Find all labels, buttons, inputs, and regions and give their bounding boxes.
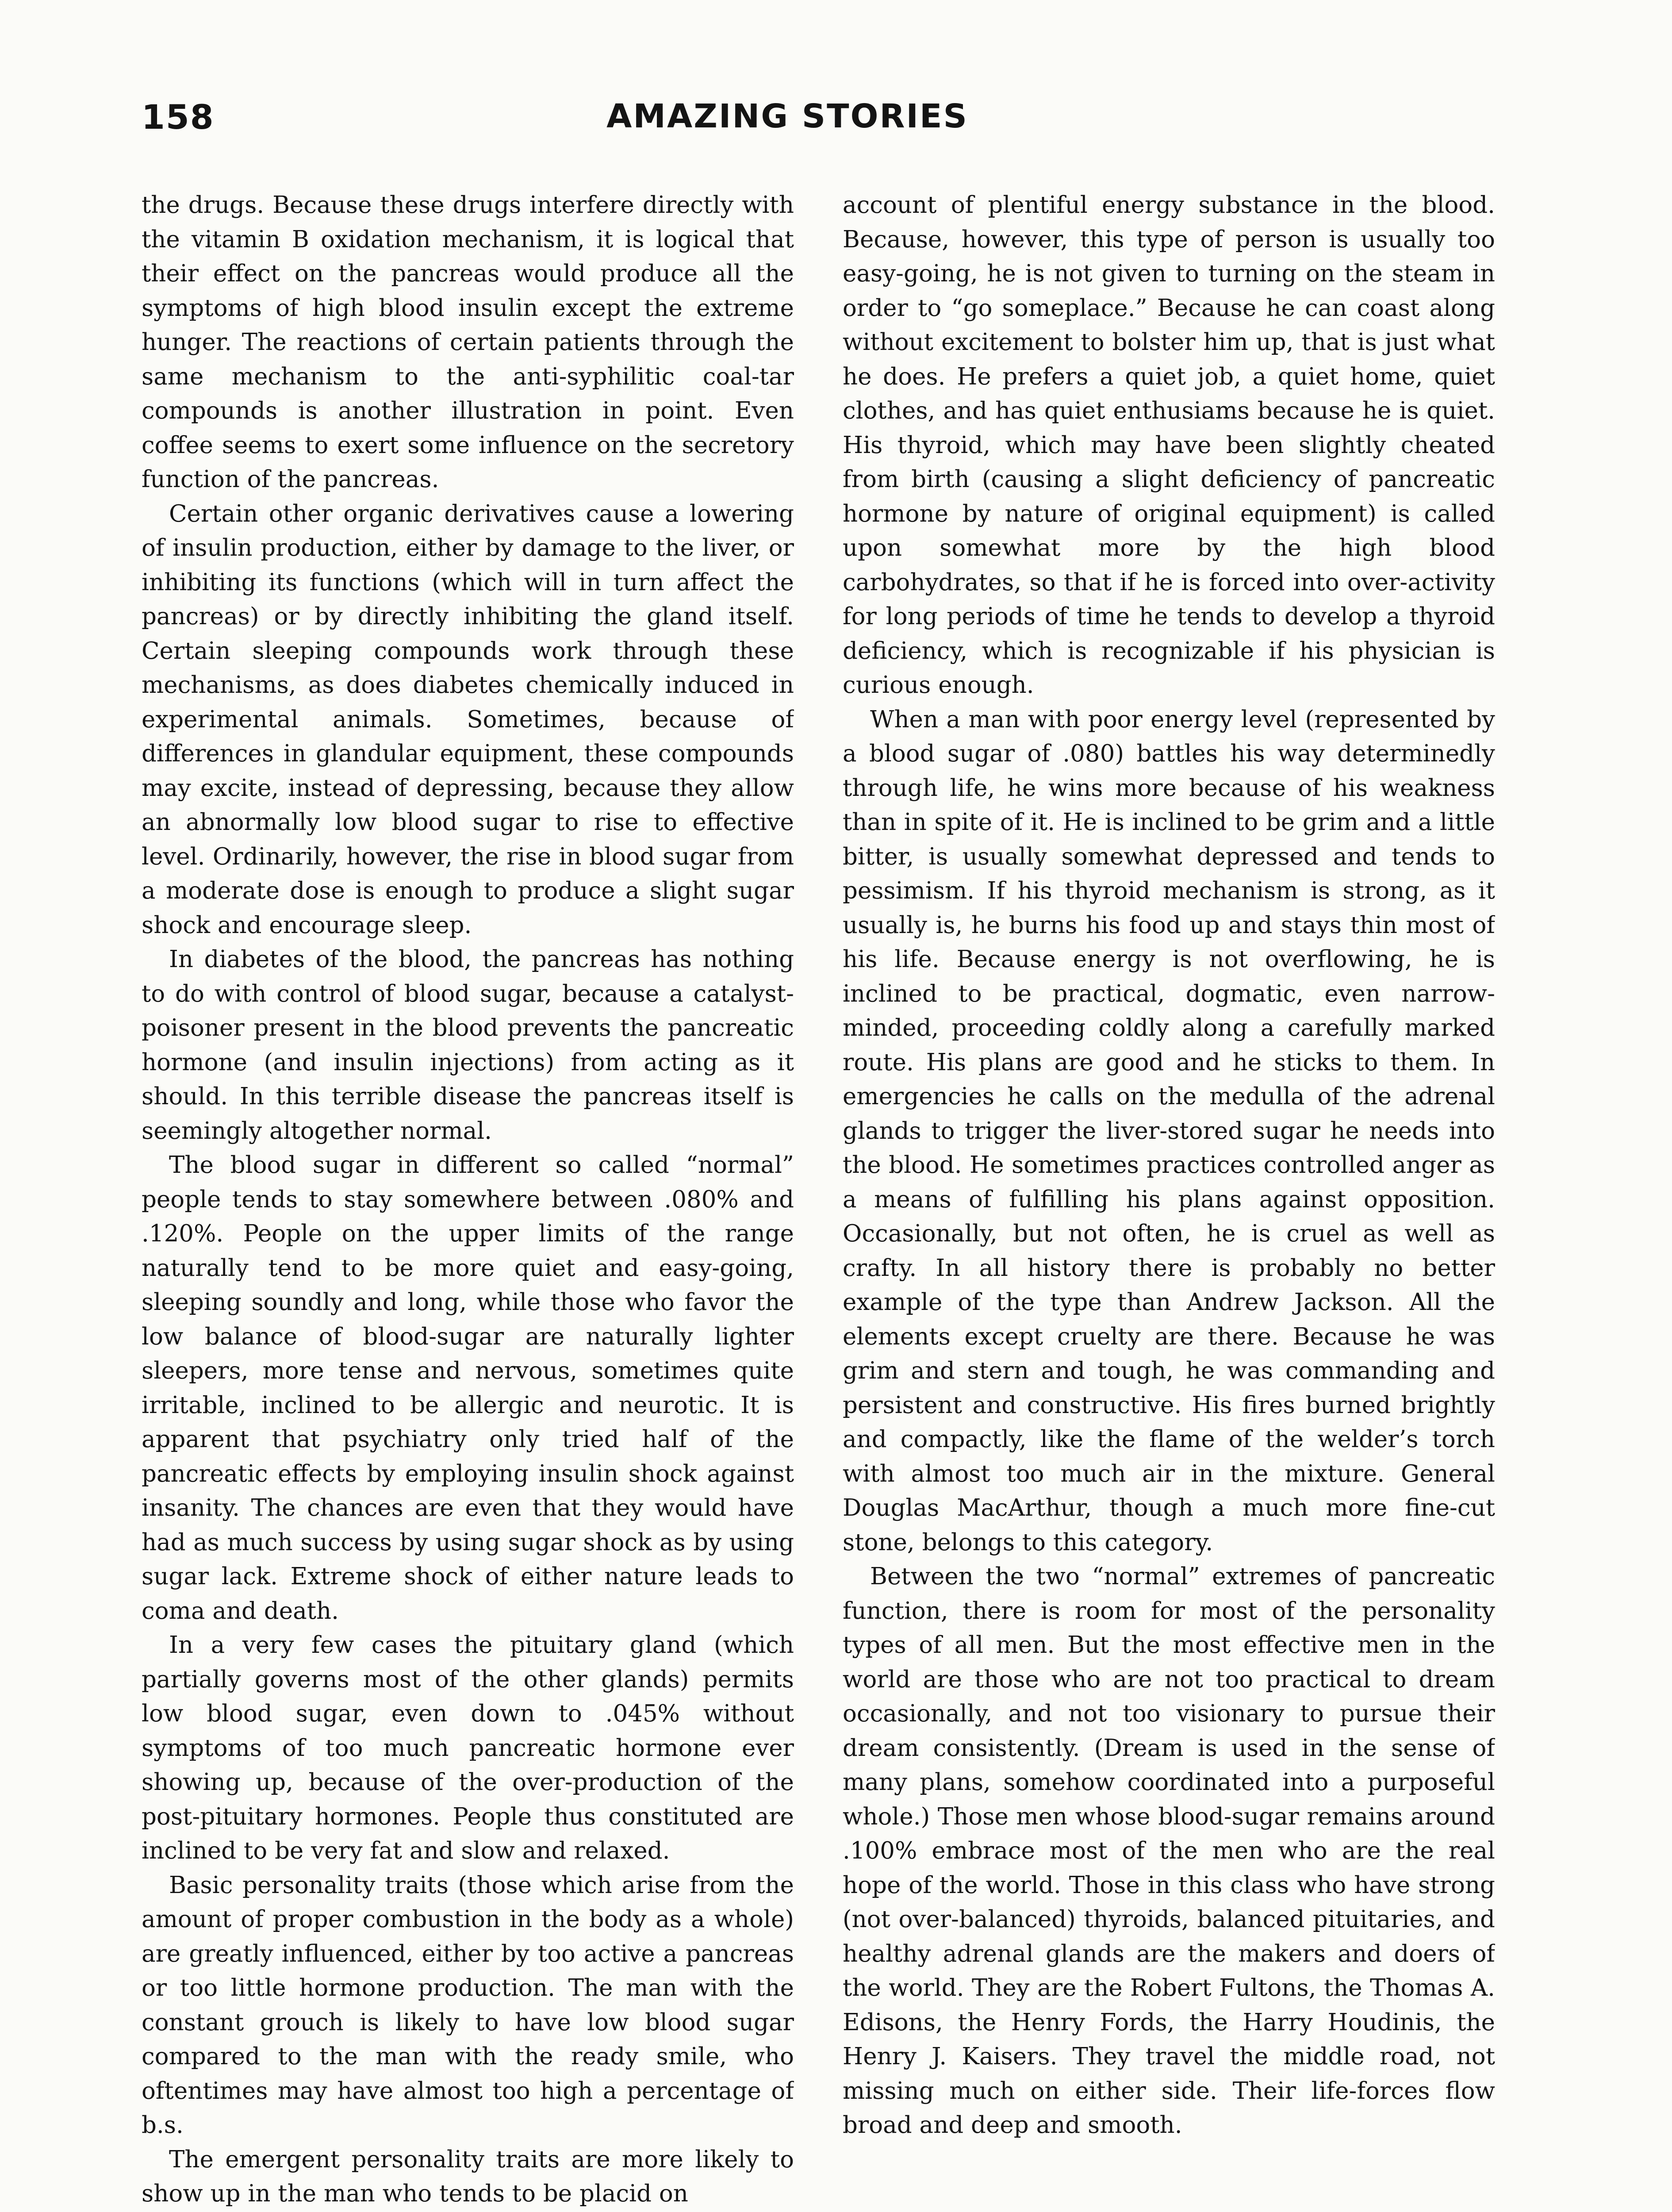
body-paragraph: In a very few cases the pituitary gland (which partially governs most of the other glands) permits low blood sugar, even down to .045% without symptoms of too much pancreatic hormone ever showing up, because of the over-production of the post-pituitary hormones. People thus constituted are inclined to be very fat and slow and relaxed. [142, 1632, 794, 1864]
body-paragraph: When a man with poor energy level (represented by a blood sugar of .080) battles his way determinedly through life, he wins more because of his weakness than in spite of it. He is inclined to be grim and a little bitter, is usually somewhat depressed and tends to pessimism. If his thyroid mechanism is strong, as it usually is, he burns his food up and stays thin most of his life. Because energy is not overflowing, he is inclined to be practical, dogmatic, even narrow-minded, proceeding coldly along a carefully marked route. His plans are good and he sticks to them. In emergencies he calls on the medulla of the adrenal glands to trigger the liver-stored sugar he needs into the blood. He sometimes practices controlled anger as a means of fulfilling his plans against opposition. Occasionally, but not often, he is cruel as well as crafty. In all history there is probably no better example of the type than Andrew Jackson. All the elements except cruelty are there. Because he was grim and stern and tough, he was commanding and persistent and constructive. His fires burned brightly and compactly, like the flame of the welder’s torch with almost too much air in the mixture. General Douglas MacArthur, though a much more fine-cut stone, belongs to this category. [843, 706, 1495, 1556]
body-paragraph: The emergent personality traits are more likely to show up in the man who tends to be placid on [142, 2146, 794, 2207]
body-paragraph: Between the two “normal” extremes of pancreatic function, there is room for most of the personality types of all men. But the most effective men in the world are those who are not too practical to dream occasionally, and not too visionary to pursue their dream consistently. (Dream is used in the sense of many plans, somehow coordinated into a purposeful whole.) Those men whose blood-sugar remains around .100% embrace most of the men who are the real hope of the world. Those in this class who have strong (not over-balanced) thyroids, balanced pituitaries, and healthy adrenal glands are the makers and doers of the world. They are the Robert Fultons, the Thomas A. Edisons, the Henry Fords, the Harry Houdinis, the Henry J. Kaisers. They travel the middle road, not missing much on either side. Their life-forces flow broad and deep and smooth. [843, 1563, 1495, 2139]
page-number: 158 [142, 97, 215, 137]
right-column [843, 188, 1495, 2212]
left-column [142, 188, 794, 2212]
page-header [142, 88, 1433, 155]
running-title: AMAZING STORIES [606, 97, 968, 135]
body-paragraph: In diabetes of the blood, the pancreas has nothing to do with control of blood sugar, because a catalyst-poisoner present in the blood prevents the pancreatic hormone (and insulin injections) from acting as it should. In this terrible disease the pancreas itself is seemingly altogether normal. [142, 946, 794, 1144]
body-paragraph: account of plentiful energy substance in the blood. Because, however, this type of person is usually too easy-going, he is not given to turning on the steam in order to “go someplace.” Because he can coast along without excitement to bolster him up, that is just what he does. He prefers a quiet job, a quiet home, quiet clothes, and has quiet enthusiams because he is quiet. His thyroid, which may have been slightly cheated from birth (causing a slight deficiency of pancreatic hormone by nature of original equipment) is called upon somewhat more by the high blood carbohydrates, so that if he is forced into over-activity for long periods of time he tends to develop a thyroid deficiency, which is recognizable if his physician is curious enough. [843, 192, 1495, 699]
body-paragraph: Basic personality traits (those which arise from the amount of proper combustion in the body as a whole) are greatly influenced, either by too active a pancreas or too little hormone production. The man with the constant grouch is likely to have low blood sugar compared to the man with the ready smile, who oftentimes may have almost too high a percentage of b.s. [142, 1871, 794, 2139]
body-paragraph: the drugs. Because these drugs interfere directly with the vitamin B oxidation mechanism, it is logical that their effect on the pancreas would produce all the symptoms of high blood insulin except the extreme hunger. The reactions of certain patients through the same mechanism to the anti-syphilitic coal-tar compounds is another illustration in point. Even coffee seems to exert some influence on the secretory function of the pancreas. [142, 192, 794, 493]
body-paragraph: The blood sugar in different so called “normal” people tends to stay somewhere between .080% and .120%. People on the upper limits of the range naturally tend to be more quiet and easy-going, sleeping soundly and long, while those who favor the low balance of blood-sugar are naturally lighter sleepers, more tense and nervous, sometimes quite irritable, inclined to be allergic and neurotic. It is apparent that psychiatry only tried half of the pancreatic effects by employing insulin shock against insanity. The chances are even that they would have had as much success by using sugar shock as by using sugar lack. Extreme shock of either nature leads to coma and death. [142, 1152, 794, 1624]
body-paragraph: Certain other organic derivatives cause a lowering of insulin production, either by damage to the liver, or inhibiting its functions (which will in turn affect the pancreas) or by directly inhibiting the gland itself. Certain sleeping compounds work through these mechanisms, as does diabetes chemically induced in experimental animals. Sometimes, because of differences in glandular equipment, these compounds may excite, instead of depressing, because they allow an abnormally low blood sugar to rise to effective level. Ordinarily, however, the rise in blood sugar from a moderate dose is enough to produce a slight sugar shock and encourage sleep. [142, 500, 794, 939]
